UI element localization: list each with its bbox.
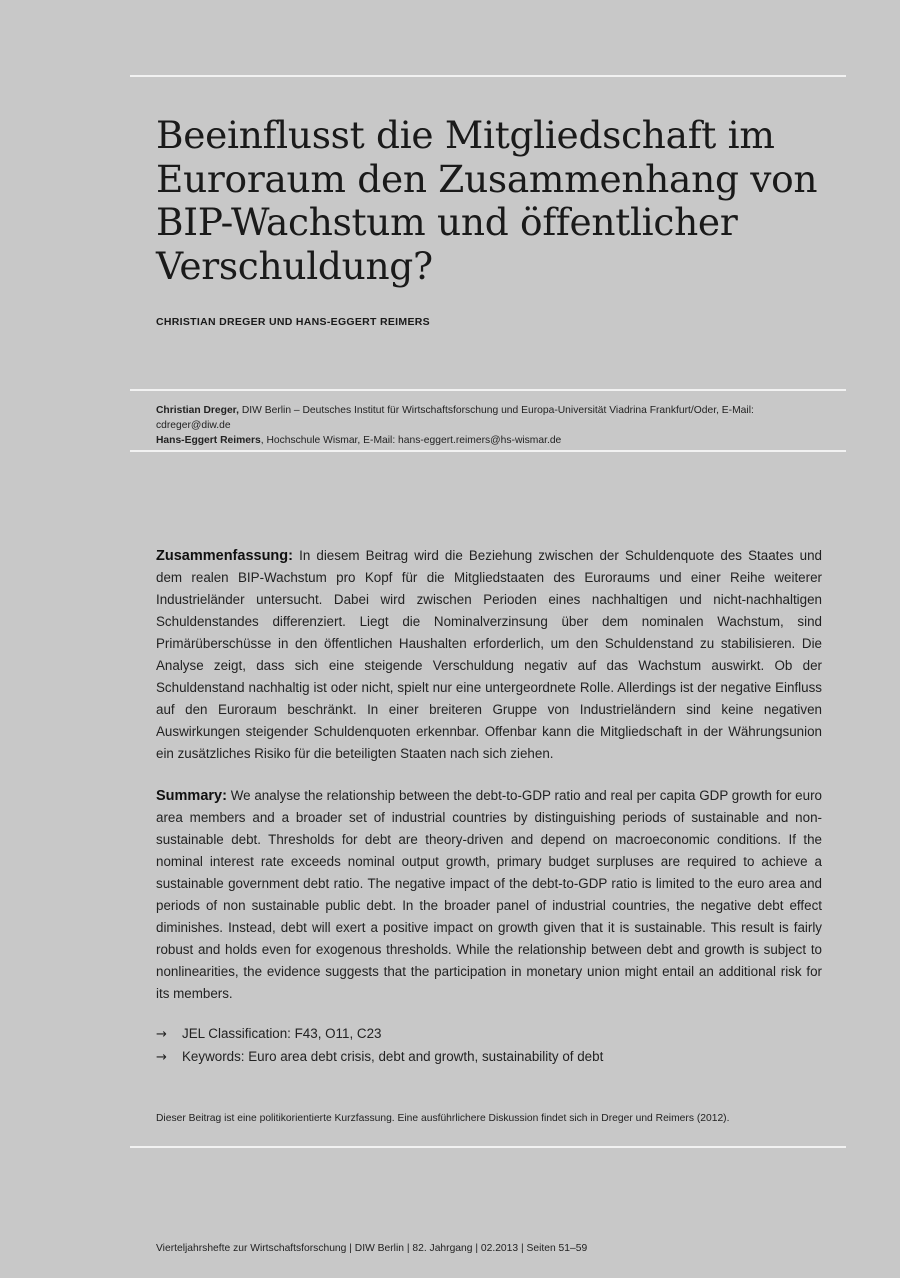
affiliation-text: DIW Berlin – Deutsches Institut für Wirtschaftsforschung und Europa-Universität Viadrina Frankfurt/Oder, E-Mail: cdreger@diw.de bbox=[156, 405, 754, 431]
top-rule bbox=[130, 75, 846, 77]
affiliation-reimers bbox=[156, 433, 816, 448]
abstract-label: Zusammenfassung: bbox=[156, 548, 293, 564]
author-line: CHRISTIAN DREGER UND HANS-EGGERT REIMERS bbox=[156, 316, 430, 328]
affiliation-top-rule bbox=[130, 389, 846, 391]
article-title: Beeinflusst die Mitgliedschaft im Euroraum den Zusammenhang von BIP-Wachstum und öffentlicher Verschuldung? bbox=[156, 113, 818, 288]
affiliation-name: Hans-Eggert Reimers bbox=[156, 435, 261, 446]
affiliation-dreger bbox=[156, 403, 816, 433]
summary-label: Summary: bbox=[156, 788, 227, 804]
bottom-rule bbox=[130, 1146, 846, 1148]
affiliation-name: Christian Dreger, bbox=[156, 405, 239, 416]
affiliation-bottom-rule bbox=[130, 450, 846, 452]
arrow-right-icon: → bbox=[156, 1027, 167, 1042]
list-item bbox=[156, 1046, 603, 1069]
classification-list bbox=[156, 1023, 603, 1069]
list-item bbox=[156, 1023, 603, 1046]
summary-text: We analyse the relationship between the debt-to-GDP ratio and real per capita GDP growth for euro area members and a broader set of industrial countries by distinguishing periods of sustainable and non-sustainable debt. Thresholds for debt are theory-driven and depend on macroeconomic conditions. If the nominal interest rate exceeds nominal output growth, primary budget surpluses are required to achieve a sustainable government debt ratio. The negative impact of the debt-to-GDP ratio is limited to the euro area and periods of non sustainable public debt. In the broader panel of industrial countries, the negative debt effect diminishes. Instead, debt will exert a positive impact on growth given that it is sustainable. This result is fairly robust and holds even for exogenous thresholds. While the relationship between debt and growth is subject to nonlinearities, the evidence suggests that the participation in monetary union might entail an additional risk for its members. bbox=[156, 788, 822, 1001]
journal-footer: Vierteljahrshefte zur Wirtschaftsforschung | DIW Berlin | 82. Jahrgang | 02.2013 | Seiten 51–59 bbox=[156, 1243, 588, 1254]
affiliation-text: , Hochschule Wismar, E-Mail: hans-eggert.reimers@hs-wismar.de bbox=[260, 435, 562, 446]
jel-classification: JEL Classification: F43, O11, C23 bbox=[182, 1026, 382, 1041]
arrow-right-icon: → bbox=[156, 1050, 167, 1065]
german-abstract bbox=[156, 545, 822, 765]
english-summary bbox=[156, 785, 822, 1005]
affiliations bbox=[156, 403, 816, 448]
keywords: Keywords: Euro area debt crisis, debt and growth, sustainability of debt bbox=[182, 1049, 604, 1064]
abstract-text: In diesem Beitrag wird die Beziehung zwischen der Schuldenquote des Staates und dem realen BIP-Wachstum pro Kopf für die Mitgliedstaaten des Euroraums und einer Reihe weiterer Industrieländer untersucht. Dabei wird zwischen Perioden eines nachhaltigen und nicht-nachhaltigen Schuldenstandes differenziert. Liegt die Nominalverzinsung über dem nominalen Wachstum, sind Primärüberschüsse in den öffentlichen Haushalten erforderlich, um den Schuldenstand zu stabilisieren. Die Analyse zeigt, dass sich eine steigende Verschuldung negativ auf das Wachstum auswirkt. Ob der Schuldenstand nachhaltig ist oder nicht, spielt nur eine untergeordnete Rolle. Allerdings ist der negative Einfluss auf den Euroraum beschränkt. In einer breiteren Gruppe von Industrieländern sind keine negativen Auswirkungen steigender Schuldenquoten erkennbar. Offenbar kann die Mitgliedschaft in der Währungsunion ein zusätzliches Risiko für die beteiligten Staaten nach sich ziehen. bbox=[156, 548, 822, 761]
footnote: Dieser Beitrag ist eine politikorientierte Kurzfassung. Eine ausführlichere Diskussion findet sich in Dreger und Reimers (2012). bbox=[156, 1113, 730, 1124]
